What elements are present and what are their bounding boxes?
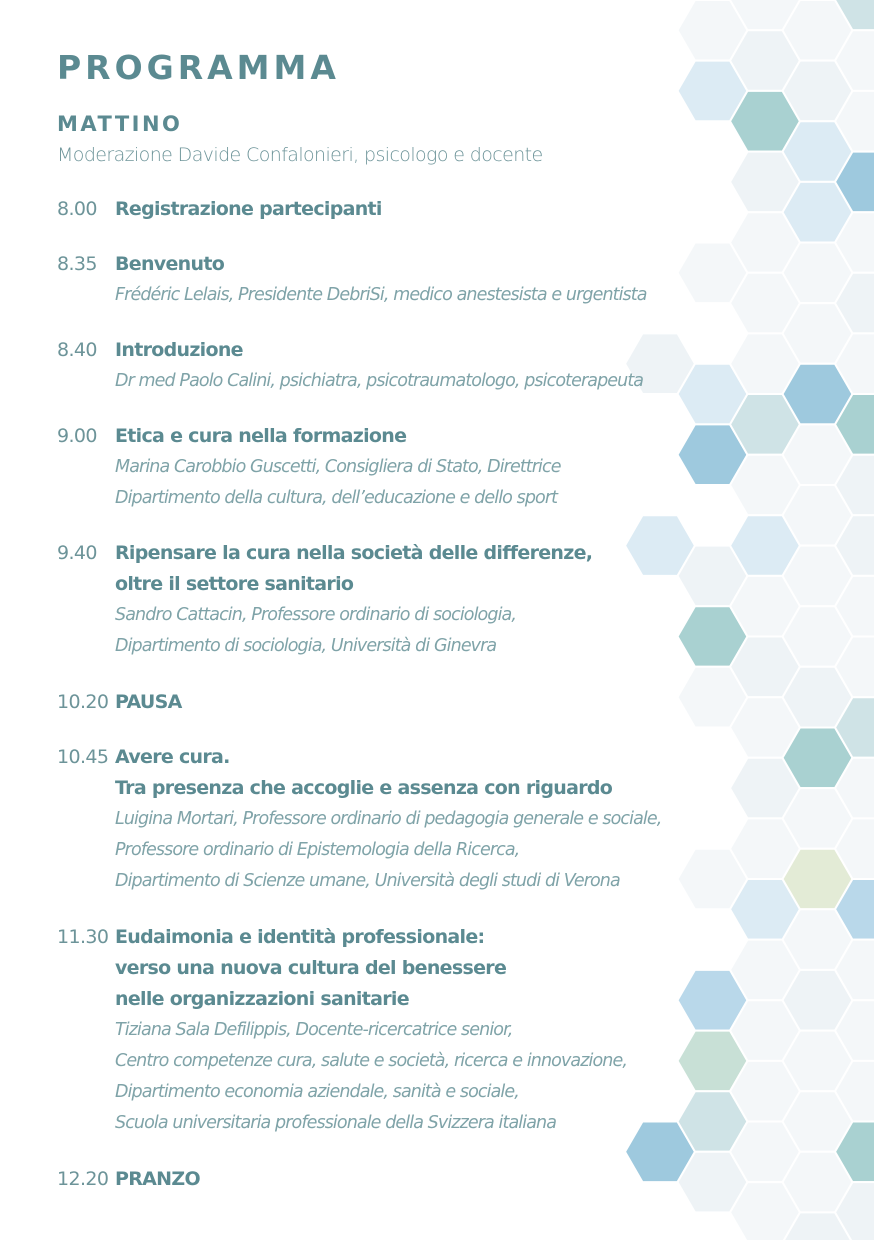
program-item [57,249,857,311]
item-speaker: Tiziana Sala Defilippis, Docente-ricercatrice senior, [115,1020,513,1040]
item-speaker: Marina Carobbio Guscetti, Consigliera di Stato, Direttrice [115,457,561,477]
item-speaker: Scuola universitaria professionale della Svizzera italiana [115,1113,557,1133]
page-title: PROGRAMMA [57,48,340,87]
item-time: 9.40 [57,542,97,564]
program-item [57,922,857,1139]
program-item [57,742,857,897]
item-speaker: Dr med Paolo Calini, psichiatra, psicotraumatologo, psicoterapeuta [115,371,644,391]
item-speaker: Dipartimento di Scienze umane, Università degli studi di Verona [115,871,620,891]
item-title: Eudaimonia e identità professionale: [115,926,485,948]
item-time: 8.00 [57,198,97,220]
item-time: 10.45 [57,746,109,768]
program-item [57,335,857,397]
item-title: Registrazione partecipanti [115,198,382,220]
item-title: oltre il settore sanitario [115,573,354,595]
item-title: Introduzione [115,339,243,361]
item-speaker: Dipartimento economia aziendale, sanità e sociale, [115,1082,519,1102]
program-item [57,421,857,514]
item-time: 8.40 [57,339,97,361]
item-title: Tra presenza che accoglie e assenza con riguardo [115,777,613,799]
program-item [57,194,857,225]
item-title: Etica e cura nella formazione [115,425,407,447]
item-time: 8.35 [57,253,97,275]
item-title: PAUSA [115,691,182,713]
item-speaker: Sandro Cattacin, Professore ordinario di sociologia, [115,605,517,625]
item-title: Avere cura. [115,746,230,768]
item-title: Ripensare la cura nella società delle differenze, [115,542,593,564]
item-time: 11.30 [57,926,109,948]
item-speaker: Luigina Mortari, Professore ordinario di pedagogia generale e sociale, [115,809,662,829]
program-item [57,1164,857,1195]
item-time: 12.20 [57,1168,109,1190]
item-time: 9.00 [57,425,97,447]
item-speaker: Dipartimento di sociologia, Università di Ginevra [115,636,497,656]
section-title: MATTINO [57,112,183,136]
item-title: verso una nuova cultura del benessere [115,957,507,979]
item-speaker: Centro competenze cura, salute e società, ricerca e innovazione, [115,1051,628,1071]
moderation-line: Moderazione Davide Confalonieri, psicologo e docente [57,144,543,166]
item-speaker: Dipartimento della cultura, dell’educazione e dello sport [115,488,558,508]
item-speaker: Frédéric Lelais, Presidente DebriSi, medico anestesista e urgentista [115,285,647,305]
item-title: Benvenuto [115,253,225,275]
item-title: PRANZO [115,1168,200,1190]
program-item [57,687,857,718]
program-item [57,538,857,662]
item-time: 10.20 [57,691,109,713]
item-speaker: Professore ordinario di Epistemologia della Ricerca, [115,840,520,860]
item-title: nelle organizzazioni sanitarie [115,988,409,1010]
